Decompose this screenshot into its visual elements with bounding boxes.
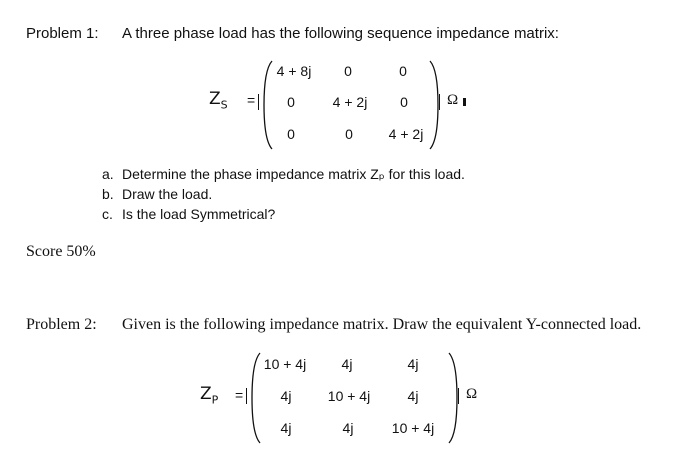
cursor-mark <box>463 98 466 106</box>
question-letter: a. <box>102 166 114 182</box>
problem2-statement: Given is the following impedance matrix. Draw the equivalent Y-connected load. <box>122 316 642 333</box>
matrix-cell: 4j <box>341 356 353 372</box>
problem1-label: Problem 1: <box>26 25 99 42</box>
problem1-matrix-subscript: S <box>220 98 228 112</box>
problem1-statement: A three phase load has the following sequence impedance matrix: <box>122 25 559 42</box>
problem1-equals: = <box>247 92 256 108</box>
problem1-matrix-symbol: $Z_S$ <box>209 89 228 112</box>
matrix-cell: 4j <box>342 420 354 436</box>
question-letter: c. <box>102 206 113 222</box>
matrix-cell: 0 <box>345 126 353 142</box>
matrix-cell: 4j <box>280 388 292 404</box>
question-text: Determine the phase impedance matrix Zₚ for this load. <box>122 166 465 182</box>
problem2-label: Problem 2: <box>26 316 97 333</box>
problem2-bar-right <box>458 388 459 404</box>
matrix-cell: 10 + 4j <box>263 356 307 372</box>
problem2-matrix-symbol: $Z_P$ <box>200 384 219 407</box>
matrix-cell: 0 <box>400 94 408 110</box>
matrix-cell: 4j <box>280 420 292 436</box>
matrix-cell: 0 <box>287 126 295 142</box>
problem2-bar-left <box>246 388 247 404</box>
question-letter: b. <box>102 186 114 202</box>
problem2-equals: = <box>235 387 244 403</box>
matrix-cell: 10 + 4j <box>327 388 371 404</box>
matrix-cell: 4 + 8j <box>276 63 312 79</box>
problem1-bar-right <box>439 94 440 110</box>
score-label: Score 50% <box>26 243 96 260</box>
matrix-cell: 4 + 2j <box>388 126 424 142</box>
matrix-cell: 4j <box>407 388 419 404</box>
problem1-bar-left <box>258 94 259 110</box>
problem1-unit: Ω <box>447 92 459 108</box>
problem2-unit: Ω <box>466 386 478 402</box>
problem2-matrix-subscript: P <box>211 393 219 407</box>
question-text: Is the load Symmetrical? <box>122 206 276 222</box>
matrix-cell: 4 + 2j <box>332 94 368 110</box>
matrix-cell: 0 <box>287 94 295 110</box>
matrix-cell: 0 <box>344 63 352 79</box>
question-text: Draw the load. <box>122 186 213 202</box>
matrix-cell: 0 <box>399 63 407 79</box>
matrix-cell: 4j <box>407 356 419 372</box>
matrix-cell: 10 + 4j <box>391 420 435 436</box>
